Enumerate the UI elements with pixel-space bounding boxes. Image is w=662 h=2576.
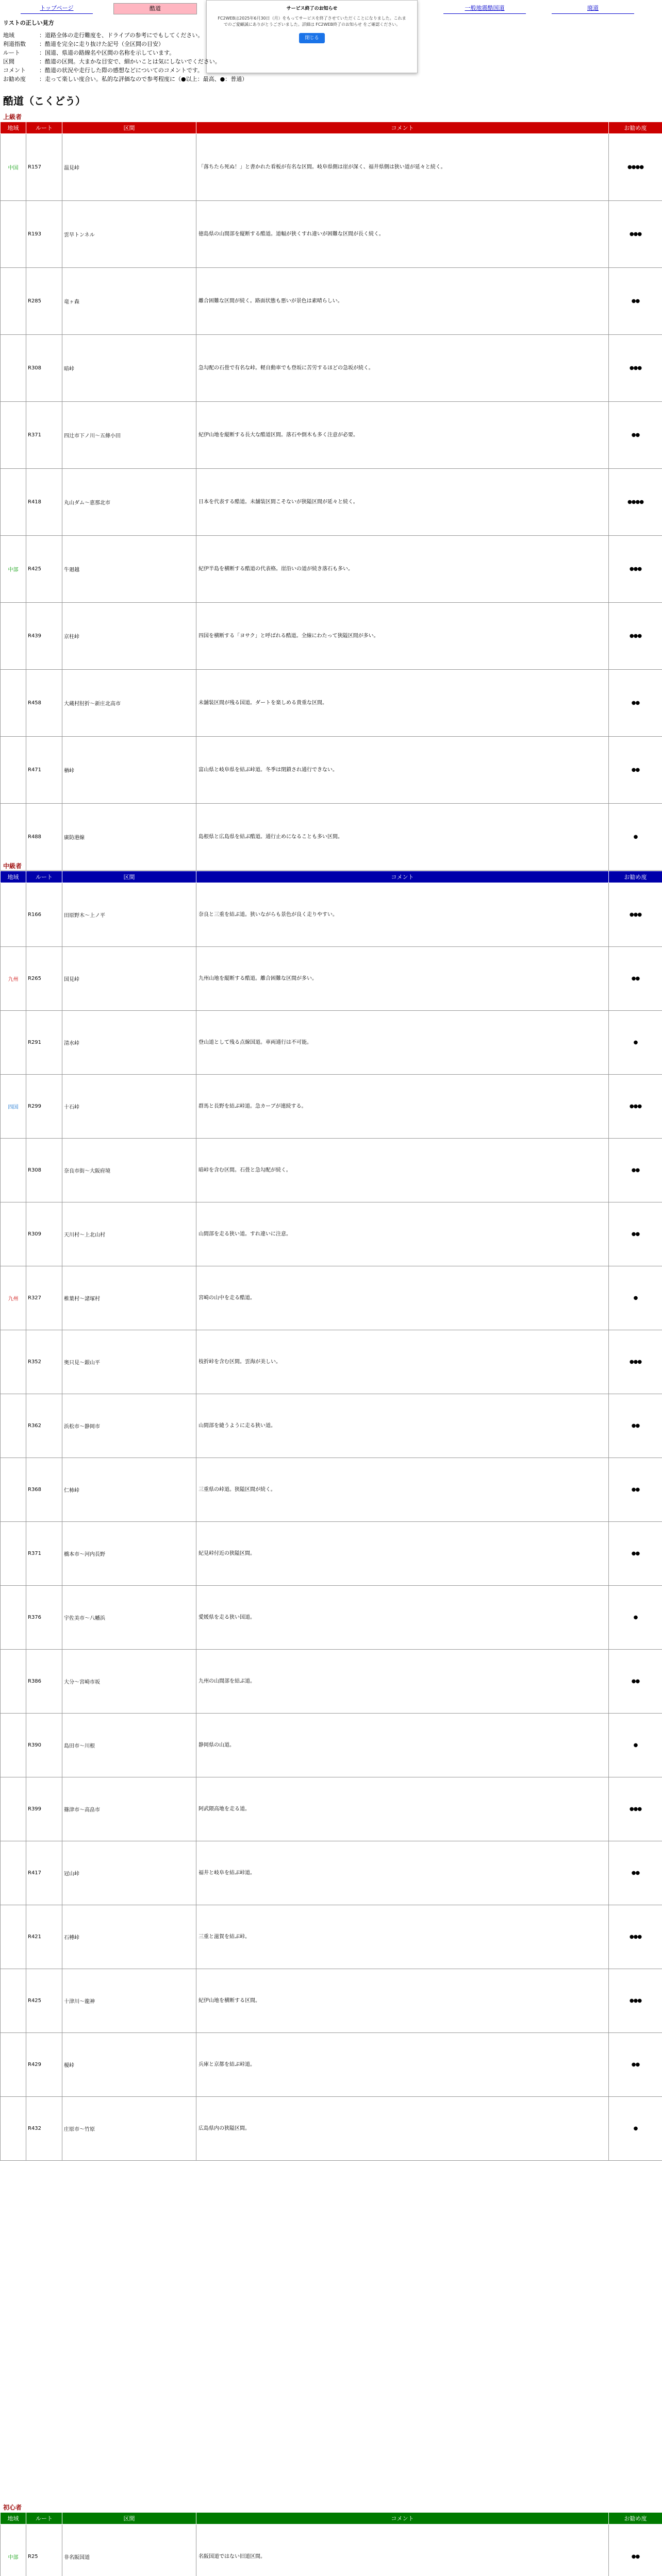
route-cell: R439 [26, 603, 62, 670]
modal-title: サービス終了のお知らせ [286, 6, 338, 11]
section-cell: 牛廻越 [62, 536, 196, 603]
table-row [1, 947, 662, 1011]
header-rating: お勧め度 [609, 2513, 662, 2524]
legend-label: コメント [3, 67, 26, 74]
region-cell [1, 469, 26, 536]
comment-cell: 阿武隈高地を走る道。 [196, 1777, 609, 1841]
legend-row [3, 40, 395, 48]
nav-current-kokudo: 酷道 [113, 3, 197, 14]
rating-cell: ●●● [609, 603, 662, 670]
header-region: 地域 [1, 871, 26, 883]
section-cell: 椎葉村～諸塚村 [62, 1266, 196, 1330]
region-cell [1, 1202, 26, 1266]
rating-cell: ●● [609, 737, 662, 804]
route-cell: R291 [26, 1011, 62, 1075]
region-cell: 中部 [1, 2524, 26, 2576]
legend-title: リストの正しい見方 [3, 20, 54, 26]
header-rating: お勧め度 [609, 871, 662, 883]
section-cell: 竜ヶ森 [62, 268, 196, 335]
section-title-intermediate: 中級者 [3, 862, 22, 870]
region-cell [1, 335, 26, 402]
section-title-advanced: 上級者 [3, 113, 22, 121]
route-cell: R458 [26, 670, 62, 737]
route-cell: R265 [26, 947, 62, 1011]
section-cell: 非名阪国道 [62, 2524, 196, 2576]
table-row [1, 1841, 662, 1905]
rating-cell: ●● [609, 947, 662, 1011]
route-cell: R417 [26, 1841, 62, 1905]
rating-cell: ●●● [609, 201, 662, 268]
section-cell: 庄原市～竹原 [62, 2097, 196, 2161]
route-cell: R429 [26, 2033, 62, 2097]
section-cell: 温見峠 [62, 134, 196, 201]
route-cell: R362 [26, 1394, 62, 1458]
rating-cell: ●●● [609, 1905, 662, 1969]
table-row [1, 402, 662, 469]
legend-text: ：走って楽しい度合い。私的な評価なので参考程度に（●以上：最高、●：普通） [39, 76, 248, 82]
comment-cell: 九州の山間部を結ぶ道。 [196, 1650, 609, 1714]
section-cell: 大分～宮崎市坂 [62, 1650, 196, 1714]
table-row [1, 1969, 662, 2033]
section-cell: 橋本市～河内長野 [62, 1522, 196, 1586]
rating-cell: ●●●● [609, 469, 662, 536]
rating-cell: ●● [609, 1841, 662, 1905]
route-cell: R425 [26, 536, 62, 603]
table-row [1, 1777, 662, 1841]
legend-row [3, 66, 395, 75]
region-cell [1, 1714, 26, 1777]
route-cell: R386 [26, 1650, 62, 1714]
section-cell: 奥只見～銀山平 [62, 1330, 196, 1394]
region-cell [1, 1650, 26, 1714]
section-cell: 廣防港線 [62, 804, 196, 871]
table-body-intermediate [1, 883, 662, 2161]
rating-cell: ●● [609, 2524, 662, 2576]
comment-cell: 名阪国道ではない旧道区間。 [196, 2524, 609, 2576]
header-rating: お勧め度 [609, 122, 662, 134]
rating-cell: ●● [609, 670, 662, 737]
section-cell: 冠山峠 [62, 1841, 196, 1905]
region-cell [1, 1139, 26, 1202]
table-header [1, 2513, 662, 2524]
table-row [1, 1330, 662, 1394]
route-cell: R376 [26, 1586, 62, 1650]
section-cell: 浜松市～静岡市 [62, 1394, 196, 1458]
header-comment: コメント [196, 122, 609, 134]
route-cell: R371 [26, 402, 62, 469]
route-cell: R309 [26, 1202, 62, 1266]
rating-cell: ●● [609, 402, 662, 469]
rating-cell: ●●● [609, 1969, 662, 2033]
legend-label: お勧め度 [3, 76, 26, 82]
rating-cell: ●● [609, 1458, 662, 1522]
comment-cell: 登山道として残る点線国道。車両通行は不可能。 [196, 1011, 609, 1075]
legend-row [3, 31, 395, 40]
rating-cell: ●● [609, 268, 662, 335]
legend-label: 利道指数 [3, 41, 26, 47]
comment-cell: 宮崎の山中を走る酷道。 [196, 1266, 609, 1330]
comment-cell: 紀伊半島を横断する酷道の代表格。崖沿いの道が続き落石も多い。 [196, 536, 609, 603]
comment-cell: 暗峠を含む区間。石畳と急勾配が続く。 [196, 1139, 609, 1202]
header-section: 区間 [62, 122, 196, 134]
section-cell: 奈良市街～大阪府境 [62, 1139, 196, 1202]
legend-text: ：酷道の状況や走行した際の感想などについてのコメントです。 [39, 67, 203, 74]
section-cell: 楢峠 [62, 737, 196, 804]
table-row [1, 603, 662, 670]
route-cell: R166 [26, 883, 62, 947]
table-body-beginner [1, 2524, 662, 2576]
route-table-advanced [0, 122, 662, 871]
region-cell [1, 2097, 26, 2161]
header-route: ルート [26, 871, 62, 883]
region-cell [1, 1777, 26, 1841]
table-header [1, 871, 662, 883]
comment-cell: 山間部を縫うように走る狭い道。 [196, 1394, 609, 1458]
table-row [1, 1650, 662, 1714]
route-cell: R327 [26, 1266, 62, 1330]
route-cell: R25 [26, 2524, 62, 2576]
comment-cell: 静岡県の山道。 [196, 1714, 609, 1777]
region-cell [1, 1905, 26, 1969]
region-cell [1, 1841, 26, 1905]
table-row [1, 1139, 662, 1202]
route-cell: R488 [26, 804, 62, 871]
route-cell: R471 [26, 737, 62, 804]
comment-cell: 未舗装区間が残る国道。ダートを楽しめる貴重な区間。 [196, 670, 609, 737]
modal-close-button[interactable]: 閉じる [299, 33, 325, 43]
comment-cell: 急勾配の石畳で有名な峠。軽自動車でも登坂に苦労するほどの急坂が続く。 [196, 335, 609, 402]
comment-cell: 愛媛県を走る狭い国道。 [196, 1586, 609, 1650]
table-row [1, 1586, 662, 1650]
comment-cell: 三重と滋賀を結ぶ峠。 [196, 1905, 609, 1969]
route-cell: R368 [26, 1458, 62, 1522]
table-row [1, 1522, 662, 1586]
region-cell [1, 1011, 26, 1075]
section-cell: 十津川～龍神 [62, 1969, 196, 2033]
table-row [1, 469, 662, 536]
section-intermediate [0, 871, 662, 2161]
nav-link-general[interactable]: 一般地震酷国道 [443, 3, 526, 14]
legend-text: ：道路全体の走行難度を、ドライブの参考にでもしてください。 [39, 32, 204, 39]
route-cell: R399 [26, 1777, 62, 1841]
legend-label: 区間 [3, 58, 14, 65]
table-row [1, 1011, 662, 1075]
region-cell: 中部 [1, 536, 26, 603]
section-title-beginner: 初心者 [3, 2504, 22, 2511]
route-cell: R157 [26, 134, 62, 201]
comment-cell: 兵庫と京都を結ぶ峠道。 [196, 2033, 609, 2097]
route-cell: R352 [26, 1330, 62, 1394]
header-comment: コメント [196, 871, 609, 883]
table-row [1, 1714, 662, 1777]
region-cell: 九州 [1, 947, 26, 1011]
rating-cell: ●● [609, 1202, 662, 1266]
route-cell: R308 [26, 335, 62, 402]
table-row [1, 2097, 662, 2161]
section-cell: 仁柿峠 [62, 1458, 196, 1522]
region-cell [1, 1330, 26, 1394]
section-advanced [0, 122, 662, 871]
rating-cell: ●● [609, 1394, 662, 1458]
header-comment: コメント [196, 2513, 609, 2524]
comment-cell: 広島県内の狭隘区間。 [196, 2097, 609, 2161]
section-cell: 石榑峠 [62, 1905, 196, 1969]
route-cell: R299 [26, 1075, 62, 1139]
rating-cell: ●● [609, 2033, 662, 2097]
section-cell: 大蔵村肘折～新庄北高市 [62, 670, 196, 737]
rating-cell: ●● [609, 1650, 662, 1714]
comment-cell: 枝折峠を含む区間。雲海が美しい。 [196, 1330, 609, 1394]
header-route: ルート [26, 2513, 62, 2524]
section-cell: 榎峠 [62, 2033, 196, 2097]
table-row [1, 335, 662, 402]
page-title: 酷道（こくどう） [3, 95, 86, 107]
legend-text: ：国道、県道の路線名や区間の名称を示しています。 [39, 49, 175, 56]
rating-cell: ●● [609, 1522, 662, 1586]
section-cell: 四辻市下ノ川～五條小田 [62, 402, 196, 469]
route-table-intermediate [0, 871, 662, 2161]
comment-cell: 群馬と長野を結ぶ峠道。急カーブが連続する。 [196, 1075, 609, 1139]
table-row [1, 2524, 662, 2576]
comment-cell: 四国を横断する「ヨサク」と呼ばれる酷道。全線にわたって狭隘区間が多い。 [196, 603, 609, 670]
rating-cell: ● [609, 1586, 662, 1650]
rating-cell: ●●● [609, 1777, 662, 1841]
legend-row [3, 75, 395, 83]
legend-text: ：酷道を完全に走り抜けた記号（全区間の目安） [39, 41, 164, 47]
route-cell: R425 [26, 1969, 62, 2033]
route-cell: R432 [26, 2097, 62, 2161]
header-region: 地域 [1, 2513, 26, 2524]
table-row [1, 737, 662, 804]
nav-link-top[interactable]: トップページ [21, 3, 93, 14]
section-cell: 田原野木～上ノ平 [62, 883, 196, 947]
section-cell: 篠津市～高畠市 [62, 1777, 196, 1841]
section-cell: 国見峠 [62, 947, 196, 1011]
section-cell: 丸山ダム～恵那北市 [62, 469, 196, 536]
table-row [1, 2033, 662, 2097]
table-row [1, 201, 662, 268]
legend-row [3, 48, 395, 57]
region-cell [1, 883, 26, 947]
rating-cell: ●●● [609, 883, 662, 947]
region-cell [1, 737, 26, 804]
table-row [1, 1266, 662, 1330]
route-cell: R308 [26, 1139, 62, 1202]
rating-cell: ● [609, 1714, 662, 1777]
region-cell: 九州 [1, 1266, 26, 1330]
route-cell: R421 [26, 1905, 62, 1969]
header-section: 区間 [62, 2513, 196, 2524]
table-row [1, 670, 662, 737]
table-row [1, 1394, 662, 1458]
region-cell [1, 804, 26, 871]
region-cell [1, 268, 26, 335]
legend-text: ：酷道の区間。大まかな目安で、細かいことは気にしないでください。 [39, 58, 221, 65]
rating-cell: ● [609, 804, 662, 871]
section-cell: 暗峠 [62, 335, 196, 402]
table-row [1, 1202, 662, 1266]
table-row [1, 883, 662, 947]
rating-cell: ●●● [609, 1330, 662, 1394]
header-region: 地域 [1, 122, 26, 134]
comment-cell: 日本を代表する酷道。未舗装区間こそないが狭隘区間が延々と続く。 [196, 469, 609, 536]
comment-cell: 福井と岐阜を結ぶ峠道。 [196, 1841, 609, 1905]
region-cell [1, 1458, 26, 1522]
section-cell: 十石峠 [62, 1075, 196, 1139]
header-section: 区間 [62, 871, 196, 883]
modal-body: FC2WEBは2025年6月30日（月）をもってサービスを終了させていただくことになりました。これまでのご愛顧誠にありがとうございました。詳細は FC2WEB終了のお知らせ をご確認ください。 [218, 16, 406, 27]
table-row [1, 804, 662, 871]
comment-cell: 紀伊山地を縦断する長大な酷道区間。落石や倒木も多く注意が必要。 [196, 402, 609, 469]
rating-cell: ●●● [609, 536, 662, 603]
rating-cell: ●●●● [609, 134, 662, 201]
region-cell [1, 2033, 26, 2097]
table-row [1, 536, 662, 603]
route-cell: R371 [26, 1522, 62, 1586]
comment-cell: 三重県の峠道。狭隘区間が続く。 [196, 1458, 609, 1522]
legend-label: ルート [3, 49, 20, 56]
region-cell [1, 670, 26, 737]
header-route: ルート [26, 122, 62, 134]
table-row [1, 1075, 662, 1139]
region-cell: 四国 [1, 1075, 26, 1139]
comment-cell: 富山県と岐阜県を結ぶ峠道。冬季は閉鎖され通行できない。 [196, 737, 609, 804]
table-header [1, 122, 662, 134]
comment-cell: 奈良と三重を結ぶ道。狭いながらも景色が良く走りやすい。 [196, 883, 609, 947]
rating-cell: ●●● [609, 335, 662, 402]
comment-cell: 徳島県の山間部を縦断する酷道。道幅が狭くすれ違いが困難な区間が長く続く。 [196, 201, 609, 268]
table-row [1, 1458, 662, 1522]
legend-label: 地域 [3, 32, 14, 39]
comment-cell: 紀伊山地を横断する区間。 [196, 1969, 609, 2033]
rating-cell: ●●● [609, 1075, 662, 1139]
table-row [1, 268, 662, 335]
nav-link-haido[interactable]: 廃道 [552, 3, 634, 14]
comment-cell: 離合困難な区間が続く。路面状態も悪いが景色は素晴らしい。 [196, 268, 609, 335]
comment-cell: 山間部を走る狭い道。すれ違いに注意。 [196, 1202, 609, 1266]
rating-cell: ● [609, 1011, 662, 1075]
region-cell [1, 201, 26, 268]
section-cell: 京柱峠 [62, 603, 196, 670]
legend [3, 19, 395, 83]
region-cell [1, 1522, 26, 1586]
section-cell: 雲早トンネル [62, 201, 196, 268]
table-row [1, 1905, 662, 1969]
table-body-advanced [1, 134, 662, 871]
section-cell: 清水峠 [62, 1011, 196, 1075]
legend-row [3, 57, 395, 66]
route-cell: R193 [26, 201, 62, 268]
region-cell [1, 1969, 26, 2033]
rating-cell: ● [609, 2097, 662, 2161]
route-cell: R418 [26, 469, 62, 536]
rating-cell: ● [609, 1266, 662, 1330]
region-cell [1, 603, 26, 670]
route-cell: R285 [26, 268, 62, 335]
section-cell: 天川村～上北山村 [62, 1202, 196, 1266]
comment-cell: 「落ちたら死ぬ！」と書かれた看板が有名な区間。岐阜県側は崖が深く、福井県側は狭い道が延々と続く。 [196, 134, 609, 201]
route-table-beginner [0, 2512, 662, 2576]
comment-cell: 島根県と広島県を結ぶ酷道。通行止めになることも多い区間。 [196, 804, 609, 871]
table-row [1, 134, 662, 201]
rating-cell: ●● [609, 1139, 662, 1202]
route-cell: R390 [26, 1714, 62, 1777]
region-cell [1, 1586, 26, 1650]
region-cell: 中国 [1, 134, 26, 201]
section-cell: 宇佐美市～八幡浜 [62, 1586, 196, 1650]
region-cell [1, 1394, 26, 1458]
section-cell: 島田市～川根 [62, 1714, 196, 1777]
comment-cell: 九州山地を縦断する酷道。離合困難な区間が多い。 [196, 947, 609, 1011]
region-cell [1, 402, 26, 469]
section-beginner [0, 2512, 662, 2576]
comment-cell: 紀見峠付近の狭隘区間。 [196, 1522, 609, 1586]
